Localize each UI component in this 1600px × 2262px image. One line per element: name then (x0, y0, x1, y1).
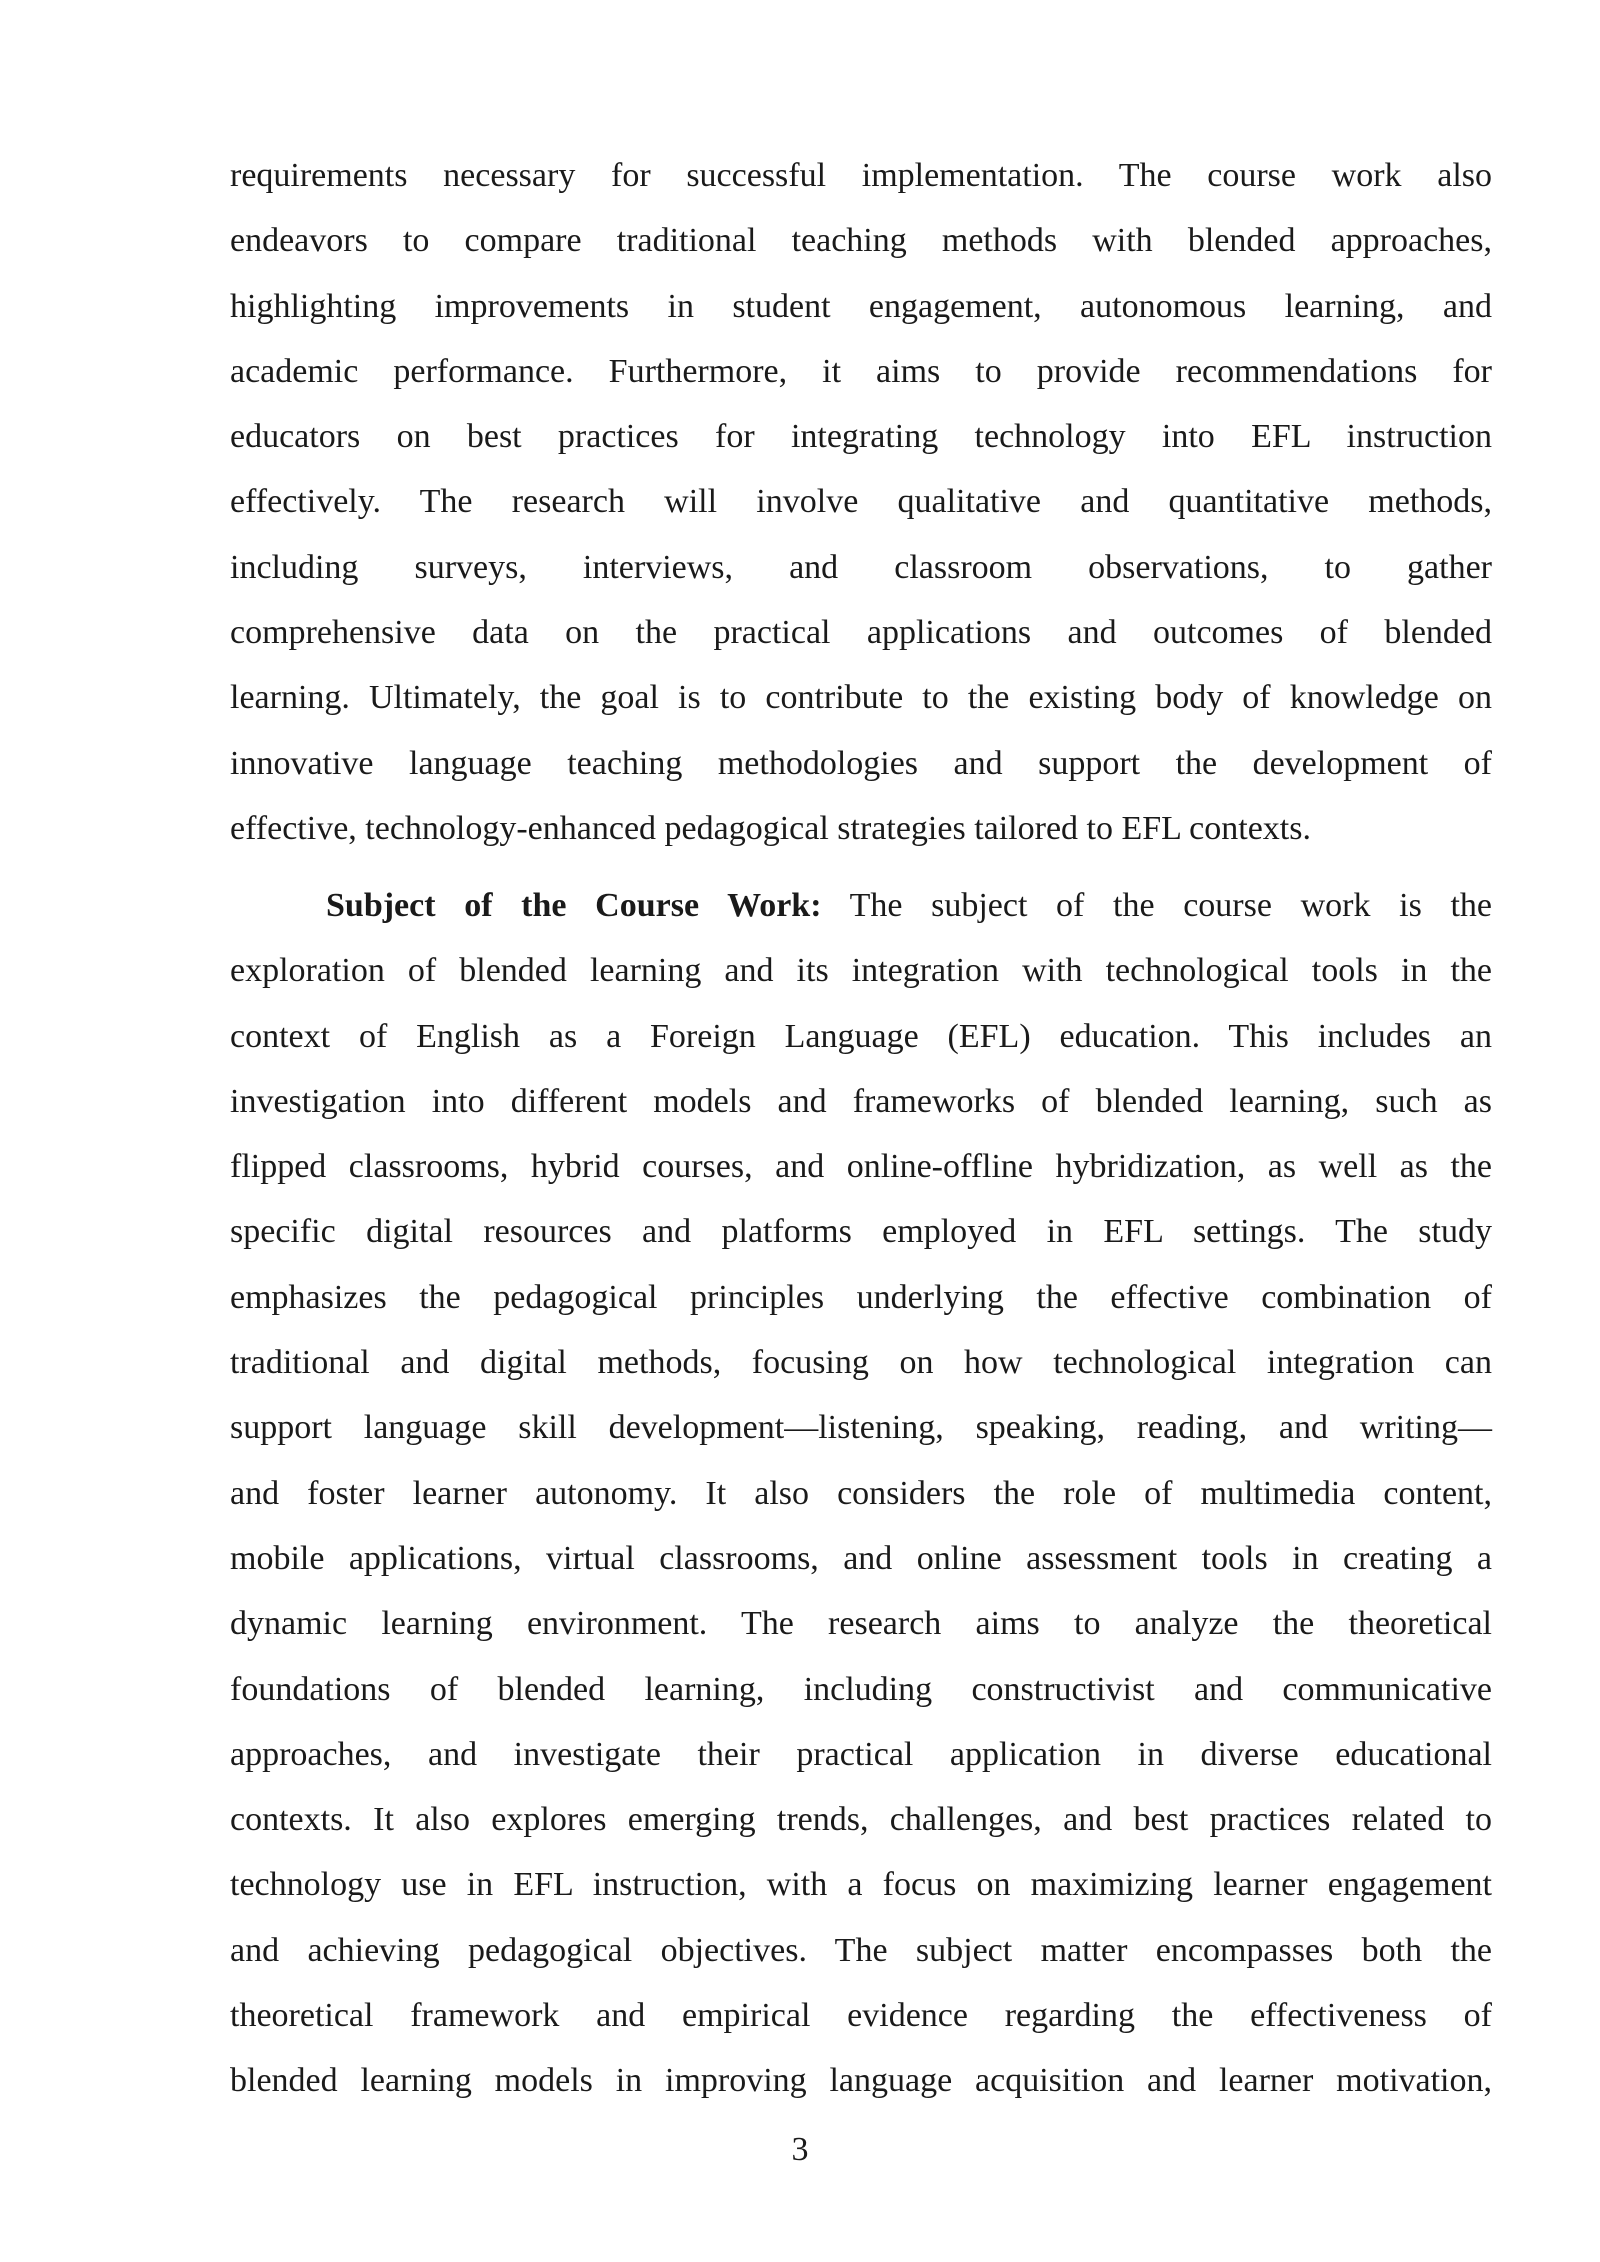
text-line: flipped classrooms, hybrid courses, and online-offline hybridization, as well as the (230, 1148, 1492, 1186)
text-line: exploration of blended learning and its integration with technological tools in the (230, 952, 1492, 990)
heading-line-text: The subject of the course work is the (821, 887, 1492, 924)
text-line: theoretical framework and empirical evidence regarding the effectiveness of (230, 1997, 1492, 2035)
text-line: contexts. It also explores emerging trends, challenges, and best practices related to (230, 1801, 1492, 1839)
text-line: including surveys, interviews, and classroom observations, to gather (230, 548, 1492, 586)
text-line: requirements necessary for successful implementation. The course work also (230, 157, 1492, 194)
section-heading: Subject of the Course Work: (326, 887, 822, 924)
text-line: mobile applications, virtual classrooms, and online assessment tools in creating a (230, 1539, 1492, 1577)
text-line: educators on best practices for integrating technology into EFL instruction (230, 418, 1492, 456)
text-line: context of English as a Foreign Language (EFL) education. This includes an (230, 1017, 1492, 1055)
text-line-with-heading (230, 873, 1492, 938)
text-line: blended learning models in improving language acquisition and learner motivation, (230, 2062, 1492, 2100)
paragraph-objectives-continued (230, 143, 1492, 861)
page-number: 3 (791, 2131, 809, 2168)
paragraph-subject-of-course-work (230, 873, 1492, 2114)
text-line: technology use in EFL instruction, with a focus on maximizing learner engagement (230, 1866, 1492, 1904)
text-line: endeavors to compare traditional teaching methods with blended approaches, (230, 222, 1492, 260)
text-line: learning. Ultimately, the goal is to contribute to the existing body of knowledge on (230, 679, 1492, 717)
text-line: specific digital resources and platforms employed in EFL settings. The study (230, 1213, 1492, 1251)
text-line: dynamic learning environment. The research aims to analyze the theoretical (230, 1605, 1492, 1643)
text-line: foundations of blended learning, including constructivist and communicative (230, 1670, 1492, 1708)
text-line: comprehensive data on the practical applications and outcomes of blended (230, 614, 1492, 652)
text-line: support language skill development—listening, speaking, reading, and writing— (230, 1409, 1492, 1447)
text-line: effective, technology-enhanced pedagogical strategies tailored to EFL contexts. (230, 809, 1311, 847)
text-line: approaches, and investigate their practical application in diverse educational (230, 1735, 1492, 1773)
text-line: and achieving pedagogical objectives. The subject matter encompasses both the (230, 1931, 1492, 1969)
text-line: academic performance. Furthermore, it aims to provide recommendations for (230, 352, 1492, 390)
text-line: innovative language teaching methodologies and support the development of (230, 744, 1492, 782)
text-line: effectively. The research will involve qualitative and quantitative methods, (230, 483, 1492, 521)
text-line: highlighting improvements in student engagement, autonomous learning, and (230, 287, 1492, 325)
text-line: emphasizes the pedagogical principles underlying the effective combination of (230, 1278, 1492, 1316)
text-line: and foster learner autonomy. It also considers the role of multimedia content, (230, 1474, 1492, 1512)
text-line: investigation into different models and frameworks of blended learning, such as (230, 1082, 1492, 1120)
text-line: traditional and digital methods, focusing on how technological integration can (230, 1344, 1492, 1382)
